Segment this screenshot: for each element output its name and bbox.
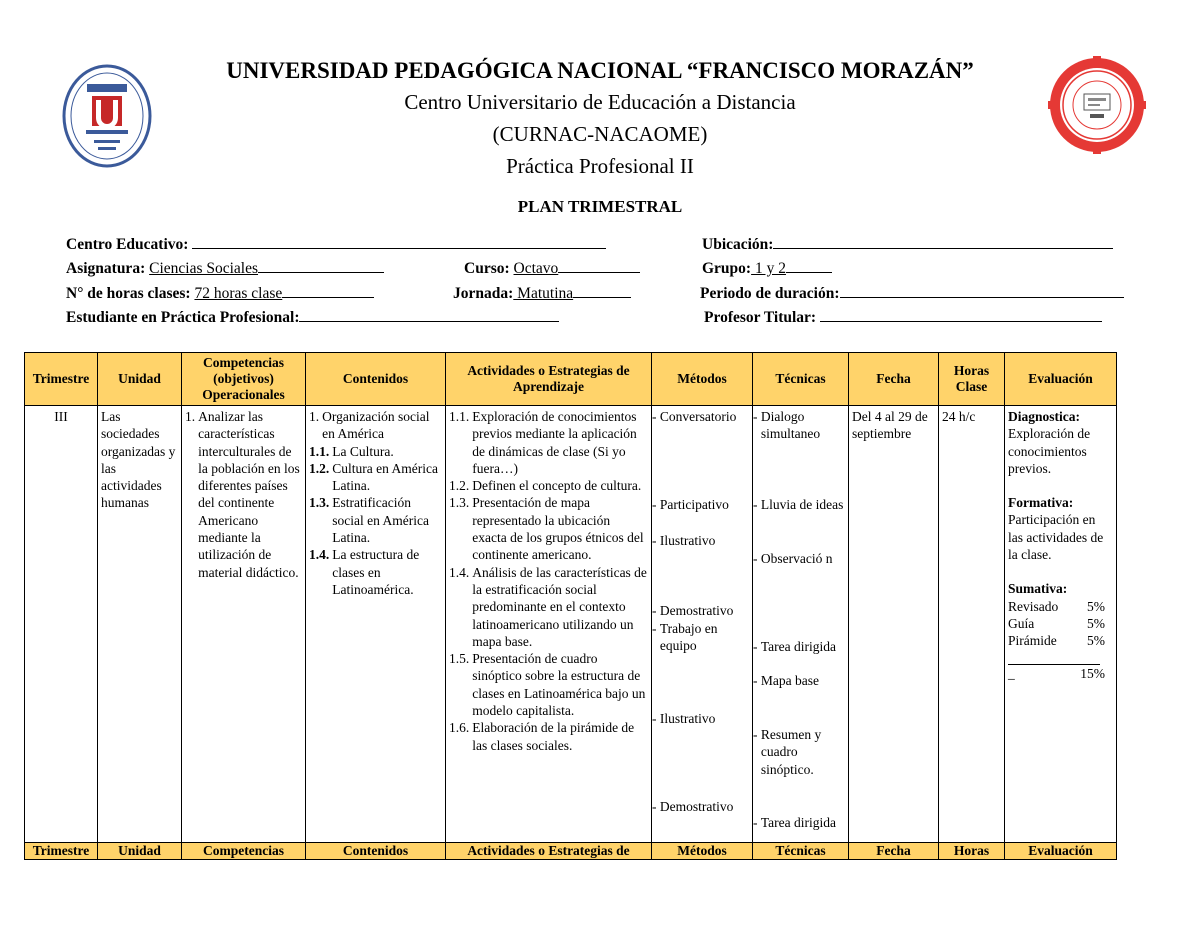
metodos-cell <box>652 406 753 843</box>
trimestre-cell: III <box>25 406 98 843</box>
total-value: 15% <box>1080 665 1105 681</box>
ubicacion-label: Ubicación: <box>702 236 774 253</box>
header-cell: Contenidos <box>306 843 446 860</box>
periodo-field <box>700 283 1124 303</box>
plan-table <box>24 352 1117 860</box>
grupo-label: Grupo: <box>702 260 752 277</box>
curso-value: Octavo <box>513 260 559 277</box>
item-text: Elaboración de la pirámide de las clases sociales. <box>472 720 635 753</box>
header-cell: Actividades o Estrategias de Aprendizaje <box>446 353 652 406</box>
actividades-cell <box>446 406 652 843</box>
diagnostica-label: Diagnostica: <box>1008 409 1080 424</box>
sumativa-label: Sumativa: <box>1008 581 1068 597</box>
list-item: - Demostrativo <box>652 603 734 618</box>
list-item <box>449 650 648 719</box>
item-number: 1.2. <box>449 478 470 494</box>
header-cell: Fecha <box>849 353 939 406</box>
university-name: UNIVERSIDAD PEDAGÓGICA NACIONAL “FRANCISCO MORAZÁN” <box>226 58 974 83</box>
jornada-value: Matutina <box>513 285 574 302</box>
estudiante-label: Estudiante en Práctica Profesional: <box>66 309 300 326</box>
header-cell: Evaluación <box>1005 843 1117 860</box>
table-footer-row <box>25 843 1117 860</box>
curso-line <box>558 258 640 273</box>
item-number: 1.1. <box>309 443 330 459</box>
header-cell: Trimestre <box>25 843 98 860</box>
item-number: 1.1. <box>449 409 470 424</box>
list-item: Pirámide 5% <box>1008 633 1105 649</box>
header-cell: Competencias (objetivos) Operacionales <box>182 353 306 406</box>
header-cell: Horas Clase <box>939 353 1005 406</box>
curso-field <box>464 258 640 278</box>
fecha-cell: Del 4 al 29 de septiembre <box>849 406 939 843</box>
item-text: Analizar las características interculturales de la población en los diferentes países del continente Americano mediante la utilización de material didáctico. <box>198 409 300 580</box>
list-item <box>309 546 442 598</box>
horas-label: N° de horas clases: <box>66 285 191 302</box>
list-item: - Resumen y cuadro sinóptico. <box>753 727 822 777</box>
diagnostica-text: Exploración de conocimientos previos. <box>1008 426 1091 476</box>
item-text: Presentación de mapa representado la ubicación exacta de los grupos étnicos del continente americano. <box>472 495 644 563</box>
periodo-label: Periodo de duración: <box>700 285 840 302</box>
header-cell: Fecha <box>849 843 939 860</box>
header-cell: Métodos <box>652 353 753 406</box>
horas-cell: 24 h/c <box>939 406 1005 843</box>
tecnicas-cell <box>753 406 849 843</box>
list-item <box>309 408 442 443</box>
header-cell: Técnicas <box>753 843 849 860</box>
evaluacion-cell <box>1005 406 1117 843</box>
list-item: Guía 5% <box>1008 615 1105 631</box>
list-item: - Demostrativo <box>652 799 734 814</box>
divider <box>1008 650 1100 665</box>
header-cell: Horas <box>939 843 1005 860</box>
list-item: - Tarea dirigida <box>753 639 837 654</box>
campus-name: (CURNAC-NACAOME) <box>492 122 708 146</box>
header-cell: Unidad <box>98 843 182 860</box>
horas-field <box>66 283 374 303</box>
profesor-label: Profesor Titular: <box>704 309 817 326</box>
grupo-field <box>702 258 832 278</box>
ubicacion-field <box>702 234 1113 254</box>
item-text: Organización social en América <box>322 409 430 442</box>
asignatura-field <box>66 258 384 278</box>
total-row: _ 15% <box>1008 665 1105 681</box>
centro-educativo-line <box>192 234 606 249</box>
header-cell: Técnicas <box>753 353 849 406</box>
header-cell: Actividades o Estrategias de <box>446 843 652 860</box>
profesor-field <box>704 307 1102 327</box>
list-item <box>185 408 302 581</box>
list-item <box>449 719 648 754</box>
item-text: Estratificación social en América Latina. <box>332 495 429 546</box>
estudiante-field <box>66 307 559 327</box>
formativa-label: Formativa: <box>1008 495 1074 511</box>
item-number: 1.5. <box>449 651 470 667</box>
list-item <box>449 494 648 563</box>
list-item: Revisado 5% <box>1008 598 1105 614</box>
list-item: - Mapa base <box>753 673 819 688</box>
item-number: 1.2. <box>309 460 330 476</box>
item-number: 1.4. <box>309 547 330 563</box>
item-text: Presentación de cuadro sinóptico sobre la estructura de clases en Latinoamérica bajo un modelo capitalista. <box>472 651 646 719</box>
grupo-value: 1 y 2 <box>751 260 786 277</box>
list-item <box>309 494 442 546</box>
item-number: 1.3. <box>449 495 470 511</box>
horas-line <box>282 283 374 298</box>
list-item: - Observació n <box>753 551 833 566</box>
centro-educativo-field <box>66 234 606 254</box>
item-text: Exploración de conocimientos previos mediante la aplicación de dinámicas de clase (Si yo fuera…) <box>472 409 637 476</box>
list-item: - Dialogo simultaneo <box>753 409 821 442</box>
list-item <box>309 460 442 495</box>
list-item <box>449 564 648 650</box>
item-number: 1. <box>185 409 196 424</box>
asignatura-value: Ciencias Sociales <box>149 260 259 277</box>
grupo-line <box>786 258 832 273</box>
list-item: - Lluvia de ideas <box>753 497 844 512</box>
table-row <box>25 406 1117 843</box>
jornada-line <box>573 283 631 298</box>
header-cell: Métodos <box>652 843 753 860</box>
course-name: Práctica Profesional II <box>506 154 694 178</box>
asignatura-label: Asignatura: <box>66 260 146 277</box>
list-item: - Participativo <box>652 497 729 512</box>
jornada-label: Jornada: <box>453 285 514 302</box>
profesor-line <box>820 307 1102 322</box>
list-item: - Tarea dirigida <box>753 815 837 830</box>
table-header-row <box>25 353 1117 406</box>
list-item: - Trabajo en equipo <box>652 621 718 654</box>
item-number: 1.4. <box>449 564 470 580</box>
ubicacion-line <box>773 234 1113 249</box>
item-number: 1.6. <box>449 720 470 736</box>
header-cell: Competencias <box>182 843 306 860</box>
header-cell: Evaluación <box>1005 353 1117 406</box>
estudiante-line <box>299 307 559 322</box>
list-item: - Ilustrativo <box>652 533 716 548</box>
item-text: Análisis de las características de la estratificación social predominante en el contexto latinoamericano utilizando un mapa base. <box>472 564 647 649</box>
item-number: 1. <box>309 409 320 424</box>
horas-value: 72 horas clase <box>194 285 283 302</box>
centro-educativo-label: Centro Educativo: <box>66 236 189 253</box>
formativa-text: Participación en las actividades de la clase. <box>1008 512 1104 563</box>
header-cell: Contenidos <box>306 353 446 406</box>
asignatura-line <box>258 258 384 273</box>
header-cell: Trimestre <box>25 353 98 406</box>
item-text: La estructura de clases en Latinoamérica. <box>332 547 420 597</box>
item-text: La Cultura. <box>332 443 394 459</box>
list-item: - Ilustrativo <box>652 711 716 726</box>
list-item <box>449 477 648 494</box>
document-title: PLAN TRIMESTRAL <box>517 197 683 216</box>
contenidos-cell <box>306 406 446 843</box>
curso-label: Curso: <box>464 260 510 277</box>
item-text: Definen el concepto de cultura. <box>472 478 642 494</box>
competencias-cell <box>182 406 306 843</box>
jornada-field <box>453 283 631 303</box>
center-name: Centro Universitario de Educación a Distancia <box>404 90 796 114</box>
item-text: Cultura en América Latina. <box>332 460 438 494</box>
header-cell: Unidad <box>98 353 182 406</box>
periodo-line <box>840 283 1124 298</box>
unidad-cell: Las sociedades organizadas y las actividades humanas <box>98 406 182 843</box>
item-number: 1.3. <box>309 495 330 511</box>
list-item <box>309 443 442 460</box>
list-item: - Conversatorio <box>652 409 737 424</box>
list-item <box>449 408 648 477</box>
